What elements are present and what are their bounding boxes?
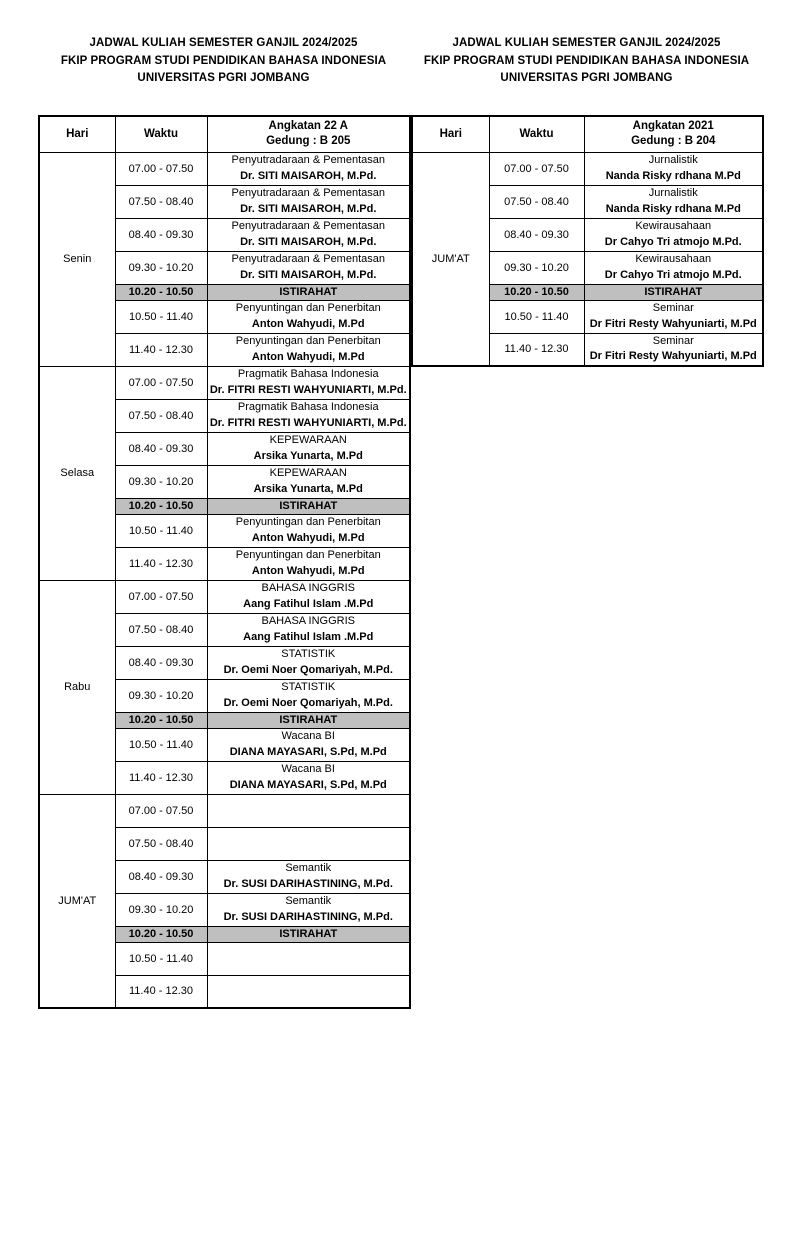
- course-cell: [207, 498, 410, 514]
- course-subject: Pragmatik Bahasa Indonesia: [237, 368, 379, 380]
- course-cell: [207, 152, 410, 185]
- course-subject: Kewirausahaan: [635, 220, 712, 232]
- break-label: ISTIRAHAT: [279, 928, 338, 940]
- header-class-name: Angkatan 22 A: [268, 120, 348, 133]
- time-cell: 09.30 - 10.20: [489, 251, 584, 284]
- time-cell: 10.50 - 11.40: [115, 514, 207, 547]
- course-subject: KEPEWARAAN: [269, 467, 347, 479]
- course-lecturer: Dr. SITI MAISAROH, M.Pd.: [240, 202, 377, 215]
- course-cell: [584, 284, 763, 300]
- schedule-row: [39, 366, 410, 399]
- course-lecturer: DIANA MAYASARI, S.Pd, M.Pd: [229, 778, 387, 791]
- course-cell: [584, 300, 763, 333]
- header-class-building: Gedung : B 205: [266, 135, 351, 148]
- course-cell: [207, 926, 410, 942]
- course-subject: BAHASA INGGRIS: [261, 615, 356, 627]
- course-subject: Penyuntingan dan Penerbitan: [235, 516, 381, 528]
- header-hari: Hari: [39, 116, 115, 152]
- course-cell: [584, 185, 763, 218]
- course-subject: Seminar: [652, 302, 694, 314]
- course-subject: Wacana BI: [281, 730, 335, 742]
- time-cell: 10.20 - 10.50: [115, 926, 207, 942]
- course-subject: Semantik: [285, 895, 332, 907]
- course-lecturer: Aang Fatihul Islam .M.Pd: [243, 597, 374, 610]
- header-waktu: Waktu: [489, 116, 584, 152]
- time-cell: 11.40 - 12.30: [489, 333, 584, 366]
- course-cell: [207, 284, 410, 300]
- schedule-table-angkatan-2021: [411, 115, 764, 367]
- schedule-row: [39, 580, 410, 613]
- course-cell: [207, 300, 410, 333]
- course-cell: [584, 218, 763, 251]
- time-cell: 07.00 - 07.50: [115, 152, 207, 185]
- course-subject: BAHASA INGGRIS: [261, 582, 356, 594]
- time-cell: 08.40 - 09.30: [115, 860, 207, 893]
- schedule-table-angkatan-22a: [38, 115, 411, 1009]
- course-cell: [207, 712, 410, 728]
- header-class: [584, 116, 763, 152]
- schedule-row: [412, 152, 763, 185]
- course-lecturer: Dr. SITI MAISAROH, M.Pd.: [240, 268, 377, 281]
- course-lecturer: Anton Wahyudi, M.Pd: [251, 531, 365, 544]
- course-cell: [207, 761, 410, 794]
- course-lecturer: Dr. Oemi Noer Qomariyah, M.Pd.: [223, 696, 393, 709]
- header-class: [207, 116, 410, 152]
- course-subject: STATISTIK: [281, 681, 336, 693]
- course-subject: Jurnalistik: [648, 154, 698, 166]
- time-cell: 11.40 - 12.30: [115, 975, 207, 1008]
- header-row: [39, 116, 410, 152]
- course-cell: [207, 218, 410, 251]
- time-cell: 07.00 - 07.50: [115, 366, 207, 399]
- title-line: JADWAL KULIAH SEMESTER GANJIL 2024/2025: [452, 37, 721, 49]
- course-lecturer: Arsika Yunarta, M.Pd: [253, 482, 363, 495]
- course-cell: [207, 975, 410, 1008]
- schedule-title-right: [411, 35, 762, 88]
- time-cell: 09.30 - 10.20: [115, 251, 207, 284]
- time-cell: 10.20 - 10.50: [115, 284, 207, 300]
- course-cell: [207, 465, 410, 498]
- course-lecturer: Dr. FITRI RESTI WAHYUNIARTI, M.Pd.: [209, 416, 407, 429]
- course-subject: Penyutradaraan & Pementasan: [231, 154, 385, 166]
- course-lecturer: Dr Cahyo Tri atmojo M.Pd.: [604, 268, 742, 281]
- title-line: JADWAL KULIAH SEMESTER GANJIL 2024/2025: [89, 37, 358, 49]
- course-subject: Pragmatik Bahasa Indonesia: [237, 401, 379, 413]
- course-cell: [584, 152, 763, 185]
- course-lecturer: DIANA MAYASARI, S.Pd, M.Pd: [229, 745, 387, 758]
- course-lecturer: Dr Fitri Resty Wahyuniarti, M.Pd: [589, 350, 757, 363]
- course-lecturer: Dr. SITI MAISAROH, M.Pd.: [240, 235, 377, 248]
- course-lecturer: Anton Wahyudi, M.Pd: [251, 564, 365, 577]
- time-cell: 07.00 - 07.50: [115, 794, 207, 827]
- course-cell: [207, 679, 410, 712]
- course-cell: [207, 794, 410, 827]
- header-class-name: Angkatan 2021: [632, 120, 714, 133]
- time-cell: 11.40 - 12.30: [115, 547, 207, 580]
- day-cell: JUM'AT: [39, 794, 115, 1008]
- time-cell: 10.50 - 11.40: [489, 300, 584, 333]
- course-subject: STATISTIK: [281, 648, 336, 660]
- schedule-row: [39, 152, 410, 185]
- course-cell: [207, 333, 410, 366]
- course-subject: Jurnalistik: [648, 187, 698, 199]
- course-subject: Penyuntingan dan Penerbitan: [235, 302, 381, 314]
- time-cell: 07.50 - 08.40: [115, 399, 207, 432]
- course-cell: [207, 366, 410, 399]
- course-lecturer: Nanda Risky rdhana M.Pd: [605, 202, 741, 215]
- header-waktu: Waktu: [115, 116, 207, 152]
- course-subject: Penyuntingan dan Penerbitan: [235, 549, 381, 561]
- course-cell: [584, 333, 763, 366]
- course-cell: [207, 185, 410, 218]
- break-label: ISTIRAHAT: [279, 286, 338, 298]
- time-cell: 08.40 - 09.30: [115, 646, 207, 679]
- day-cell: Senin: [39, 152, 115, 366]
- title-line: UNIVERSITAS PGRI JOMBANG: [137, 72, 310, 84]
- course-subject: Penyutradaraan & Pementasan: [231, 187, 385, 199]
- course-lecturer: Dr. SUSI DARIHASTINING, M.Pd.: [223, 910, 393, 923]
- course-subject: Kewirausahaan: [635, 253, 712, 265]
- time-cell: 09.30 - 10.20: [115, 893, 207, 926]
- break-label: ISTIRAHAT: [644, 286, 703, 298]
- time-cell: 10.20 - 10.50: [115, 712, 207, 728]
- header-row: [412, 116, 763, 152]
- course-cell: [207, 514, 410, 547]
- time-cell: 10.20 - 10.50: [489, 284, 584, 300]
- course-lecturer: Arsika Yunarta, M.Pd: [253, 449, 363, 462]
- time-cell: 07.50 - 08.40: [115, 613, 207, 646]
- time-cell: 10.50 - 11.40: [115, 300, 207, 333]
- course-cell: [207, 827, 410, 860]
- time-cell: 07.00 - 07.50: [115, 580, 207, 613]
- course-lecturer: Anton Wahyudi, M.Pd: [251, 317, 365, 330]
- course-subject: Penyuntingan dan Penerbitan: [235, 335, 381, 347]
- course-lecturer: Dr. SITI MAISAROH, M.Pd.: [240, 169, 377, 182]
- course-cell: [207, 893, 410, 926]
- time-cell: 07.00 - 07.50: [489, 152, 584, 185]
- course-subject: Semantik: [285, 862, 332, 874]
- course-lecturer: Dr Fitri Resty Wahyuniarti, M.Pd: [589, 317, 757, 330]
- course-subject: Penyutradaraan & Pementasan: [231, 253, 385, 265]
- course-lecturer: Aang Fatihul Islam .M.Pd: [243, 630, 374, 643]
- header-hari: Hari: [412, 116, 489, 152]
- time-cell: 08.40 - 09.30: [115, 218, 207, 251]
- time-cell: 10.50 - 11.40: [115, 942, 207, 975]
- course-lecturer: Dr. FITRI RESTI WAHYUNIARTI, M.Pd.: [209, 383, 407, 396]
- course-subject: Wacana BI: [281, 763, 335, 775]
- time-cell: 08.40 - 09.30: [115, 432, 207, 465]
- time-cell: 07.50 - 08.40: [115, 827, 207, 860]
- time-cell: 07.50 - 08.40: [489, 185, 584, 218]
- schedule-row: [39, 794, 410, 827]
- title-line: FKIP PROGRAM STUDI PENDIDIKAN BAHASA INDONESIA: [423, 54, 750, 67]
- header-class-building: Gedung : B 204: [631, 135, 716, 148]
- time-cell: 10.50 - 11.40: [115, 728, 207, 761]
- title-line: UNIVERSITAS PGRI JOMBANG: [500, 72, 673, 84]
- time-cell: 10.20 - 10.50: [115, 498, 207, 514]
- course-subject: Seminar: [652, 334, 694, 347]
- day-cell: JUM'AT: [412, 152, 489, 366]
- course-cell: [584, 251, 763, 284]
- course-cell: [207, 942, 410, 975]
- course-cell: [207, 547, 410, 580]
- course-cell: [207, 646, 410, 679]
- course-cell: [207, 860, 410, 893]
- time-cell: 09.30 - 10.20: [115, 679, 207, 712]
- course-cell: [207, 432, 410, 465]
- course-cell: [207, 728, 410, 761]
- course-lecturer: Anton Wahyudi, M.Pd: [251, 350, 365, 363]
- break-label: ISTIRAHAT: [279, 714, 338, 726]
- time-cell: 07.50 - 08.40: [115, 185, 207, 218]
- day-cell: Rabu: [39, 580, 115, 794]
- course-subject: KEPEWARAAN: [269, 434, 347, 446]
- time-cell: 11.40 - 12.30: [115, 333, 207, 366]
- break-label: ISTIRAHAT: [279, 500, 338, 512]
- time-cell: 11.40 - 12.30: [115, 761, 207, 794]
- schedule-title-left: [38, 35, 409, 88]
- time-cell: 09.30 - 10.20: [115, 465, 207, 498]
- title-line: FKIP PROGRAM STUDI PENDIDIKAN BAHASA INDONESIA: [60, 54, 387, 67]
- day-cell: Selasa: [39, 366, 115, 580]
- course-cell: [207, 613, 410, 646]
- course-cell: [207, 251, 410, 284]
- course-lecturer: Dr. Oemi Noer Qomariyah, M.Pd.: [223, 663, 393, 676]
- course-lecturer: Dr Cahyo Tri atmojo M.Pd.: [604, 235, 742, 248]
- course-subject: Penyutradaraan & Pementasan: [231, 220, 385, 232]
- time-cell: 08.40 - 09.30: [489, 218, 584, 251]
- course-cell: [207, 580, 410, 613]
- course-cell: [207, 399, 410, 432]
- course-lecturer: Dr. SUSI DARIHASTINING, M.Pd.: [223, 877, 393, 890]
- course-lecturer: Nanda Risky rdhana M.Pd: [605, 169, 741, 182]
